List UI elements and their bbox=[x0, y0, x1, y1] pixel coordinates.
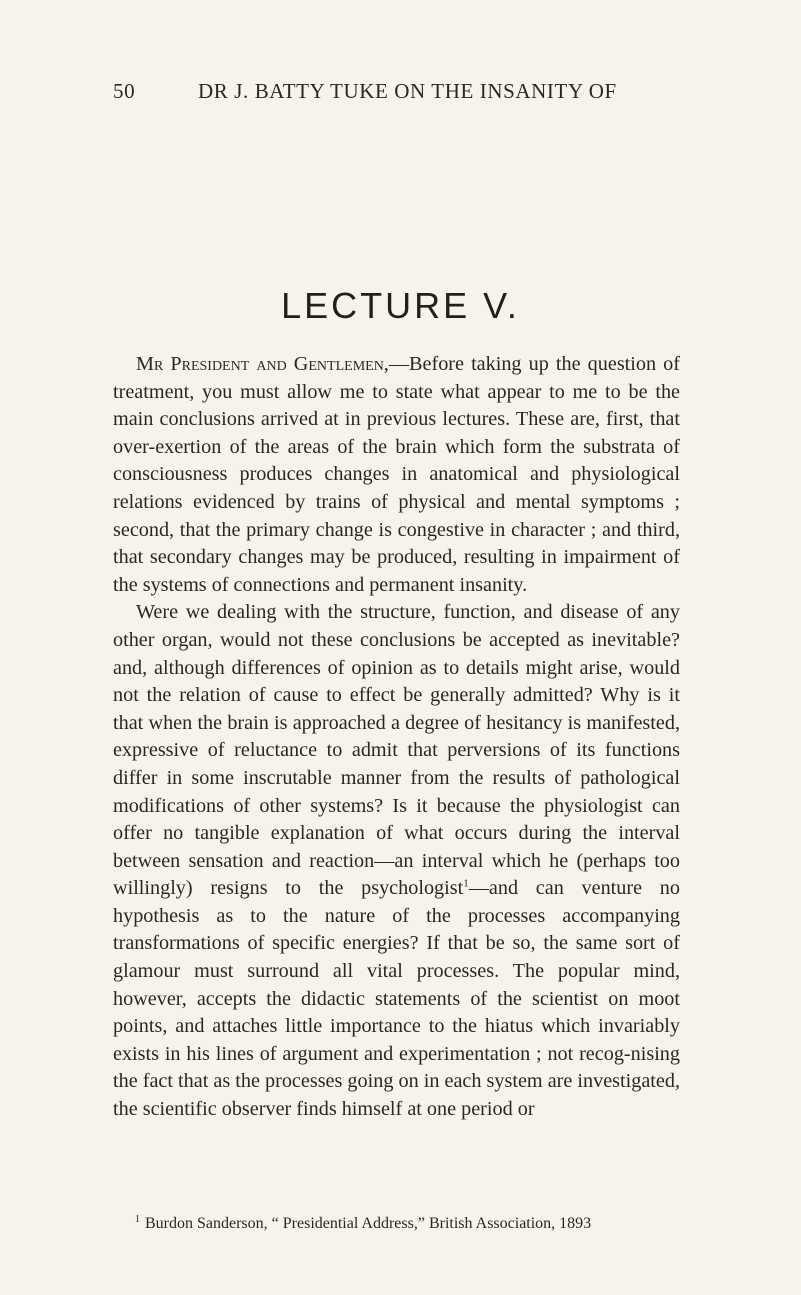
paragraph-1-text: —Before taking up the question of treatment, you must allow me to state what appear to me to be the main conclusions arrived at in previous lectures. These are, first, that over-exertion of the areas of the brain which form the substrata of consciousness produces changes in anatomical and physiological relations evidenced by trains of physical and mental symptoms ; second, that the primary change is congestive in character ; and third, that secondary changes may be produced, resulting in impairment of the systems of connections and permanent insanity. bbox=[113, 353, 680, 596]
running-title: DR J. BATTY TUKE ON THE INSANITY OF bbox=[198, 79, 617, 103]
paragraph-2 bbox=[113, 599, 680, 1123]
footnote-text: Burdon Sanderson, “ Presidential Address,” British Association, 1893 bbox=[145, 1215, 592, 1232]
paragraph-2-text-before-note: Were we dealing with the structure, function, and disease of any other organ, would not these conclusions be accepted as inevitable? and, although differences of opinion as to details might arise, would not the relation of cause to effect be generally admitted? Why is it that when the brain is approached a degree of hesitancy is manifested, expressive of reluctance to admit that perversions of its functions differ in some inscrutable manner from the results of pathological modifications of other systems? Is it because the physiologist can offer no tangible explanation of what occurs during the interval between sensation and reaction—an interval which he (perhaps too willingly) resigns to the psychologist bbox=[113, 601, 680, 900]
footnote-reference: 1 bbox=[463, 877, 469, 890]
lecture-heading: LECTURE V. bbox=[281, 285, 520, 326]
paragraph-1 bbox=[113, 351, 680, 599]
footnote-mark: 1 bbox=[135, 1213, 140, 1225]
footnote bbox=[113, 1214, 680, 1234]
body-text bbox=[113, 351, 680, 1124]
salutation: Mr President and Gentlemen, bbox=[136, 353, 389, 375]
paragraph-2-text-after-note: —and can venture no hypothesis as to the nature of the processes accompanying transformations of specific energies? If that be so, the same sort of glamour must surround all vital processes. The popular mind, however, accepts the didactic statements of the scientist on moot points, and attaches little importance to the hiatus which invariably exists in his lines of argument and experimentation ; not recog-nising the fact that as the processes going on in each system are investigated, the scientific observer finds himself at one period or bbox=[113, 877, 680, 1121]
page-number: 50 bbox=[113, 79, 136, 103]
